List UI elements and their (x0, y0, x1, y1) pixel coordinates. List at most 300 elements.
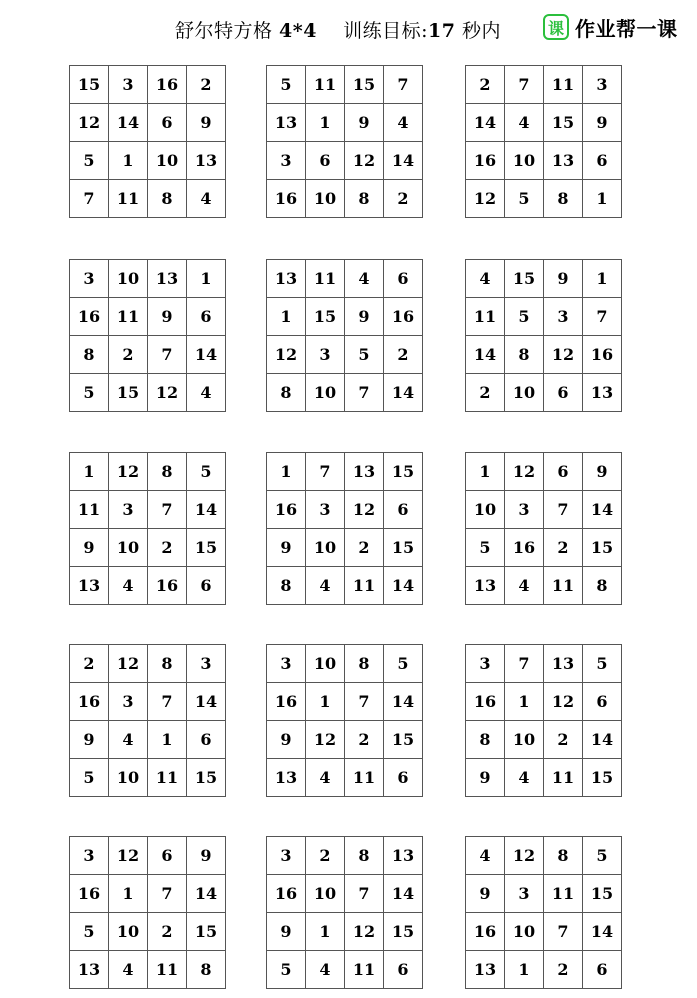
grid-cell: 4 (384, 104, 423, 142)
grid-cell: 4 (466, 260, 505, 298)
grid-cell: 11 (544, 567, 583, 605)
schulte-grid (69, 836, 226, 989)
grid-cell: 10 (306, 180, 345, 218)
grid-row (70, 66, 226, 104)
grid-cell: 3 (187, 645, 226, 683)
grid-cell: 6 (544, 374, 583, 412)
grid-cell: 16 (466, 683, 505, 721)
grid-cell: 3 (505, 491, 544, 529)
grid-cell: 15 (306, 298, 345, 336)
grid-cell: 4 (505, 104, 544, 142)
grid-cell: 2 (544, 721, 583, 759)
grid-cell: 11 (148, 951, 187, 989)
grid-cell: 14 (187, 336, 226, 374)
grid-cell: 6 (187, 298, 226, 336)
grid-row (466, 104, 622, 142)
grid-cell: 1 (267, 453, 306, 491)
grid-cell: 13 (70, 567, 109, 605)
grid-row (70, 683, 226, 721)
title-goal-suffix: 秒内 (455, 20, 502, 42)
grid-cell: 12 (148, 374, 187, 412)
page-title (175, 16, 501, 43)
grid-cell: 1 (70, 453, 109, 491)
grid-cell: 9 (345, 298, 384, 336)
grid-cell: 14 (187, 683, 226, 721)
grid-cell: 5 (583, 645, 622, 683)
grid-cell: 3 (267, 645, 306, 683)
grid-cell: 13 (544, 645, 583, 683)
grid-cell: 16 (583, 336, 622, 374)
grid-cell: 6 (187, 567, 226, 605)
grid-cell: 12 (267, 336, 306, 374)
grid-cell: 12 (505, 837, 544, 875)
grid-cell: 10 (306, 529, 345, 567)
grid-cell: 9 (187, 837, 226, 875)
grid-cell: 6 (306, 142, 345, 180)
grid-cell: 4 (109, 567, 148, 605)
grid-cell: 8 (148, 180, 187, 218)
grid-row (267, 374, 423, 412)
logo-icon: 课 (543, 14, 569, 40)
grid-cell: 16 (70, 683, 109, 721)
grid-row (466, 453, 622, 491)
grid-row (70, 142, 226, 180)
grid-row (466, 298, 622, 336)
grid-cell: 6 (148, 837, 187, 875)
grid-cell: 3 (70, 260, 109, 298)
grid-cell: 12 (544, 336, 583, 374)
grid-row (466, 837, 622, 875)
grid-row (267, 759, 423, 797)
grid-cell: 14 (466, 104, 505, 142)
grid-cell: 2 (109, 336, 148, 374)
grid-cell: 9 (148, 298, 187, 336)
grid-cell: 16 (70, 875, 109, 913)
grid-cell: 7 (505, 645, 544, 683)
grid-row (267, 298, 423, 336)
grid-cell: 13 (187, 142, 226, 180)
grid-row (466, 645, 622, 683)
grid-cell: 16 (466, 913, 505, 951)
grid-cell: 3 (267, 837, 306, 875)
grid-cell: 2 (384, 180, 423, 218)
grid-row (267, 683, 423, 721)
grid-row (466, 875, 622, 913)
grid-cell: 11 (345, 759, 384, 797)
schulte-grid (266, 644, 423, 797)
grid-row (466, 374, 622, 412)
grid-row (466, 260, 622, 298)
grid-row (70, 336, 226, 374)
grid-row (267, 645, 423, 683)
grid-cell: 4 (306, 951, 345, 989)
grid-cell: 3 (109, 491, 148, 529)
grid-cell: 12 (109, 453, 148, 491)
schulte-grid (465, 452, 622, 605)
grid-cell: 7 (345, 683, 384, 721)
grid-cell: 14 (583, 913, 622, 951)
grid-cell: 15 (187, 759, 226, 797)
grid-cell: 9 (70, 721, 109, 759)
grid-cell: 7 (148, 875, 187, 913)
grid-row (466, 759, 622, 797)
grid-cell: 15 (583, 759, 622, 797)
grid-cell: 3 (583, 66, 622, 104)
grid-cell: 10 (109, 260, 148, 298)
grid-row (70, 837, 226, 875)
grid-cell: 11 (345, 567, 384, 605)
grid-cell: 2 (345, 721, 384, 759)
grid-cell: 3 (109, 683, 148, 721)
grid-row (70, 529, 226, 567)
grid-cell: 1 (187, 260, 226, 298)
grid-cell: 5 (267, 66, 306, 104)
logo-text: 作业帮一课 (575, 16, 678, 41)
grid-cell: 4 (306, 567, 345, 605)
page-header (0, 8, 697, 48)
grid-cell: 14 (384, 374, 423, 412)
grid-cell: 14 (187, 491, 226, 529)
grid-cell: 5 (466, 529, 505, 567)
grid-row (70, 645, 226, 683)
schulte-grid (69, 644, 226, 797)
grid-cell: 15 (384, 913, 423, 951)
grid-row (466, 529, 622, 567)
grid-cell: 14 (187, 875, 226, 913)
grid-cell: 8 (544, 180, 583, 218)
grid-row (466, 721, 622, 759)
grid-cell: 14 (384, 142, 423, 180)
grid-cell: 11 (70, 491, 109, 529)
grid-cell: 12 (109, 837, 148, 875)
grid-cell: 16 (70, 298, 109, 336)
grid-cell: 13 (466, 951, 505, 989)
grid-row (466, 336, 622, 374)
grid-cell: 14 (384, 567, 423, 605)
grid-cell: 10 (466, 491, 505, 529)
grid-cell: 8 (544, 837, 583, 875)
schulte-grid (465, 836, 622, 989)
grid-cell: 3 (544, 298, 583, 336)
grid-cell: 5 (187, 453, 226, 491)
grid-row (70, 374, 226, 412)
schulte-grid (69, 65, 226, 218)
grid-cell: 12 (345, 491, 384, 529)
grid-cell: 5 (70, 913, 109, 951)
brand-logo (543, 12, 678, 42)
grid-row (466, 66, 622, 104)
grid-cell: 2 (466, 374, 505, 412)
grid-cell: 14 (583, 721, 622, 759)
grid-row (267, 336, 423, 374)
grid-cell: 8 (187, 951, 226, 989)
grid-cell: 1 (267, 298, 306, 336)
grid-cell: 9 (466, 759, 505, 797)
grid-cell: 14 (384, 875, 423, 913)
grid-cell: 16 (384, 298, 423, 336)
grid-cell: 8 (148, 645, 187, 683)
grid-cell: 3 (505, 875, 544, 913)
grid-row (70, 260, 226, 298)
grid-row (70, 298, 226, 336)
grid-cell: 13 (267, 104, 306, 142)
schulte-grid (69, 259, 226, 412)
grid-cell: 11 (544, 66, 583, 104)
grid-cell: 11 (345, 951, 384, 989)
grid-cell: 12 (345, 913, 384, 951)
grid-cell: 16 (267, 180, 306, 218)
grid-row (70, 875, 226, 913)
grid-cell: 12 (306, 721, 345, 759)
grid-cell: 1 (583, 180, 622, 218)
grid-cell: 11 (306, 260, 345, 298)
grid-cell: 10 (109, 529, 148, 567)
grid-cell: 8 (505, 336, 544, 374)
grid-cell: 1 (109, 142, 148, 180)
grid-cell: 12 (466, 180, 505, 218)
grid-cell: 1 (306, 683, 345, 721)
grid-cell: 7 (544, 913, 583, 951)
grid-cell: 11 (109, 180, 148, 218)
grid-row (267, 66, 423, 104)
grid-cell: 13 (466, 567, 505, 605)
grid-cell: 6 (384, 491, 423, 529)
grid-cell: 2 (466, 66, 505, 104)
grid-cell: 15 (187, 913, 226, 951)
grid-cell: 5 (70, 374, 109, 412)
grid-cell: 7 (148, 336, 187, 374)
grid-cell: 9 (187, 104, 226, 142)
grid-cell: 9 (267, 721, 306, 759)
grid-cell: 3 (267, 142, 306, 180)
grid-cell: 9 (583, 453, 622, 491)
title-goal-number: 17 (428, 20, 456, 42)
grid-cell: 14 (109, 104, 148, 142)
grid-cell: 1 (466, 453, 505, 491)
grid-cell: 10 (505, 913, 544, 951)
grid-cell: 10 (109, 759, 148, 797)
grid-cell: 5 (505, 180, 544, 218)
grid-cell: 5 (583, 837, 622, 875)
grid-cell: 4 (187, 180, 226, 218)
grid-cell: 12 (505, 453, 544, 491)
grid-row (70, 913, 226, 951)
grid-row (466, 567, 622, 605)
grid-cell: 6 (544, 453, 583, 491)
grid-cell: 5 (505, 298, 544, 336)
grid-cell: 15 (109, 374, 148, 412)
grid-cell: 9 (345, 104, 384, 142)
grid-cell: 9 (267, 529, 306, 567)
grid-cell: 13 (384, 837, 423, 875)
grid-row (70, 951, 226, 989)
grid-row (70, 180, 226, 218)
grid-cell: 4 (109, 951, 148, 989)
grid-cell: 1 (306, 913, 345, 951)
grid-cell: 3 (466, 645, 505, 683)
grid-cell: 6 (384, 260, 423, 298)
grid-cell: 12 (109, 645, 148, 683)
grid-cell: 11 (306, 66, 345, 104)
grid-cell: 1 (505, 951, 544, 989)
grid-cell: 2 (148, 913, 187, 951)
grid-cell: 15 (384, 529, 423, 567)
grid-row (70, 721, 226, 759)
grid-cell: 11 (466, 298, 505, 336)
grid-cell: 4 (187, 374, 226, 412)
grid-cell: 16 (148, 66, 187, 104)
grid-row (267, 453, 423, 491)
grid-row (267, 142, 423, 180)
grid-cell: 2 (384, 336, 423, 374)
grid-row (466, 142, 622, 180)
grid-cell: 1 (583, 260, 622, 298)
grid-cell: 15 (583, 529, 622, 567)
grid-cell: 8 (148, 453, 187, 491)
grid-cell: 13 (583, 374, 622, 412)
grid-cell: 8 (267, 374, 306, 412)
grid-cell: 16 (466, 142, 505, 180)
grid-cell: 7 (70, 180, 109, 218)
grid-cell: 9 (583, 104, 622, 142)
grid-row (70, 759, 226, 797)
grid-cell: 15 (384, 721, 423, 759)
grid-cell: 10 (109, 913, 148, 951)
grid-cell: 13 (148, 260, 187, 298)
grid-row (267, 529, 423, 567)
grid-row (466, 180, 622, 218)
grid-row (267, 180, 423, 218)
grid-cell: 4 (345, 260, 384, 298)
grid-cell: 10 (306, 875, 345, 913)
title-spacer (317, 20, 343, 42)
grid-cell: 16 (267, 683, 306, 721)
grid-cell: 9 (70, 529, 109, 567)
grid-cell: 13 (267, 260, 306, 298)
grid-cell: 2 (306, 837, 345, 875)
title-goal-prefix: 训练目标: (343, 20, 429, 42)
grid-cell: 16 (505, 529, 544, 567)
grid-cell: 11 (544, 875, 583, 913)
grid-cell: 8 (267, 567, 306, 605)
grid-cell: 7 (148, 683, 187, 721)
grid-cell: 2 (70, 645, 109, 683)
grid-row (267, 951, 423, 989)
grid-cell: 4 (109, 721, 148, 759)
grid-cell: 9 (267, 913, 306, 951)
grid-cell: 1 (109, 875, 148, 913)
grid-row (267, 260, 423, 298)
grid-cell: 15 (187, 529, 226, 567)
grid-cell: 10 (505, 374, 544, 412)
grid-row (466, 491, 622, 529)
grid-cell: 10 (505, 721, 544, 759)
grid-cell: 14 (466, 336, 505, 374)
grid-cell: 3 (109, 66, 148, 104)
grid-row (70, 104, 226, 142)
grid-cell: 9 (544, 260, 583, 298)
grid-row (267, 104, 423, 142)
title-prefix: 舒尔特方格 (175, 20, 280, 42)
grid-cell: 10 (148, 142, 187, 180)
grid-cell: 11 (109, 298, 148, 336)
grid-cell: 4 (505, 759, 544, 797)
grid-cell: 10 (505, 142, 544, 180)
grid-cell: 7 (345, 374, 384, 412)
grid-cell: 11 (148, 759, 187, 797)
grid-cell: 13 (70, 951, 109, 989)
grid-cell: 1 (505, 683, 544, 721)
grid-cell: 10 (306, 374, 345, 412)
grid-cell: 15 (384, 453, 423, 491)
grid-cell: 1 (148, 721, 187, 759)
grid-cell: 3 (70, 837, 109, 875)
grid-cell: 15 (583, 875, 622, 913)
grid-cell: 2 (148, 529, 187, 567)
grid-cell: 15 (345, 66, 384, 104)
grid-row (267, 913, 423, 951)
grid-row (267, 721, 423, 759)
grid-cell: 14 (384, 683, 423, 721)
grid-cell: 7 (583, 298, 622, 336)
schulte-grid (69, 452, 226, 605)
grid-cell: 16 (148, 567, 187, 605)
schulte-grid (266, 452, 423, 605)
grid-cell: 9 (466, 875, 505, 913)
grid-cell: 4 (306, 759, 345, 797)
grid-cell: 2 (345, 529, 384, 567)
grid-cell: 13 (267, 759, 306, 797)
grid-cell: 8 (345, 180, 384, 218)
grid-cell: 15 (70, 66, 109, 104)
grid-cell: 5 (267, 951, 306, 989)
grid-cell: 6 (384, 951, 423, 989)
grid-row (267, 837, 423, 875)
grid-cell: 11 (544, 759, 583, 797)
grid-cell: 7 (384, 66, 423, 104)
grid-cell: 7 (306, 453, 345, 491)
grid-cell: 12 (70, 104, 109, 142)
grid-cell: 3 (306, 491, 345, 529)
grid-cell: 8 (70, 336, 109, 374)
grid-cell: 8 (345, 837, 384, 875)
schulte-grid (266, 836, 423, 989)
grid-row (267, 875, 423, 913)
grid-cell: 6 (148, 104, 187, 142)
grid-cell: 6 (583, 951, 622, 989)
grid-cell: 15 (544, 104, 583, 142)
grid-row (70, 453, 226, 491)
grid-cell: 1 (306, 104, 345, 142)
grid-row (466, 951, 622, 989)
schulte-grid (266, 65, 423, 218)
grid-cell: 16 (267, 875, 306, 913)
schulte-grid (465, 259, 622, 412)
grid-row (466, 683, 622, 721)
grid-cell: 2 (544, 529, 583, 567)
grid-cell: 6 (583, 683, 622, 721)
grid-row (70, 567, 226, 605)
grid-cell: 13 (345, 453, 384, 491)
schulte-grid (266, 259, 423, 412)
grid-row (466, 913, 622, 951)
grid-cell: 7 (505, 66, 544, 104)
grid-row (70, 491, 226, 529)
grid-cell: 8 (466, 721, 505, 759)
grid-cell: 5 (70, 142, 109, 180)
grid-cell: 6 (384, 759, 423, 797)
grid-cell: 7 (544, 491, 583, 529)
